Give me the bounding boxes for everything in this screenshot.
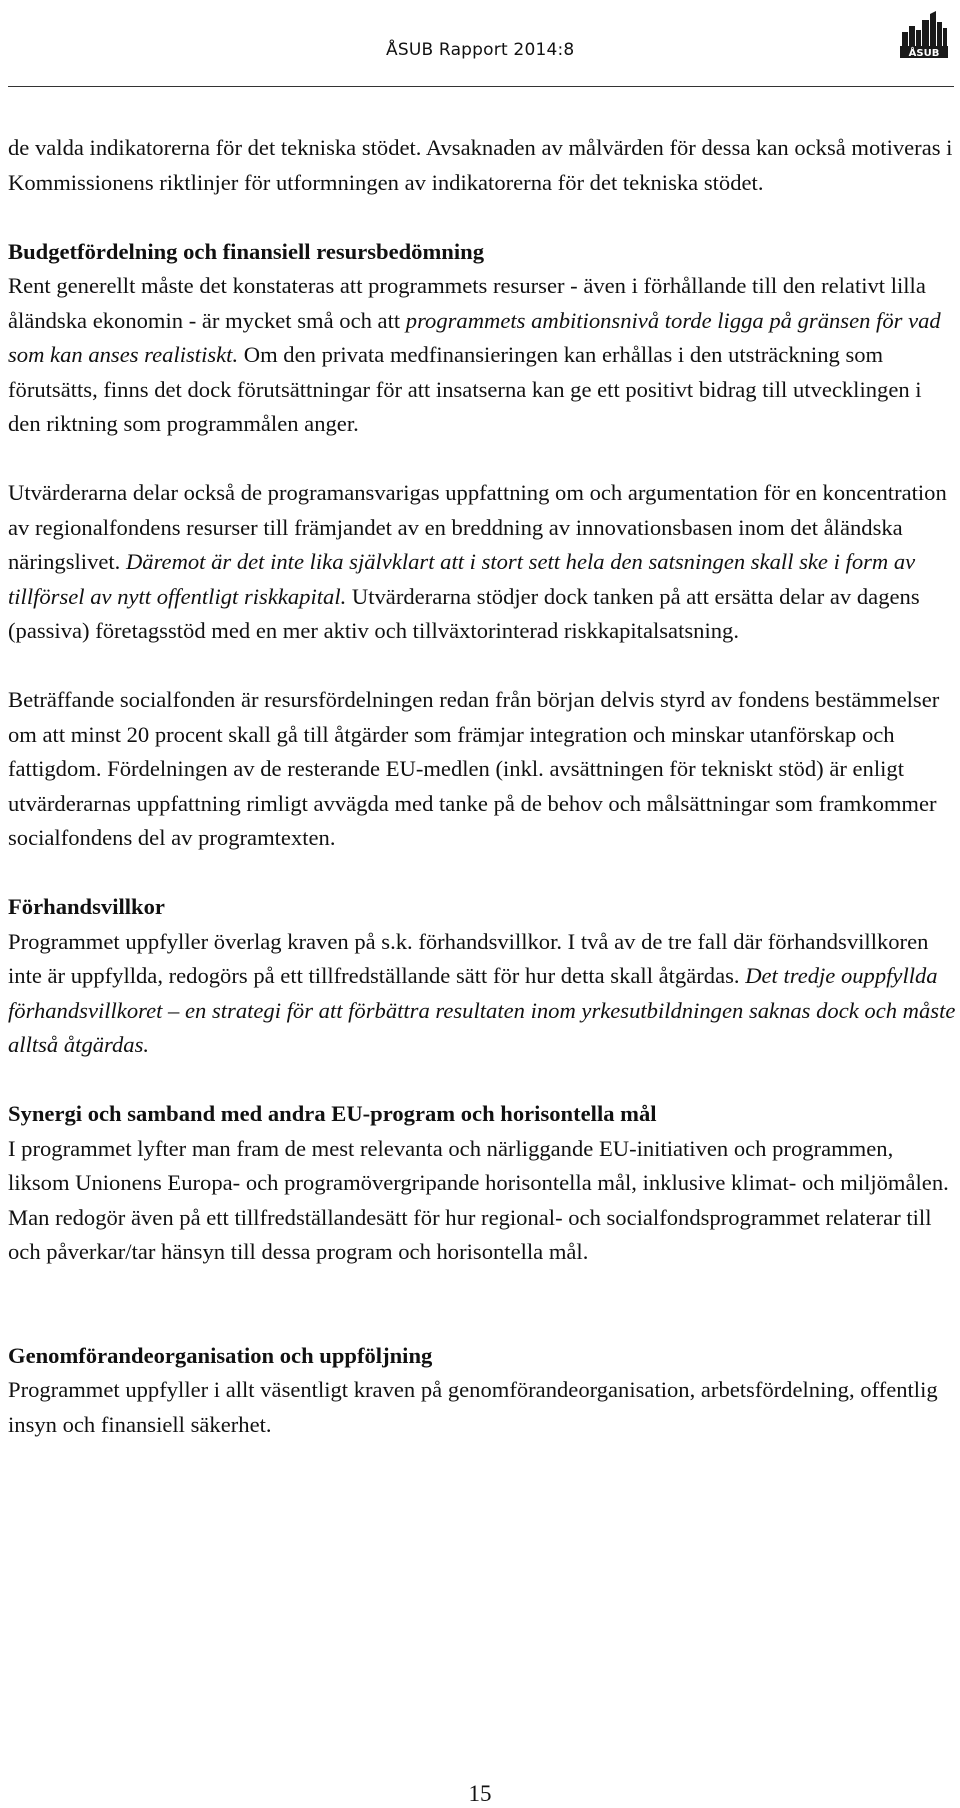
paragraph-forhandsvillkor bbox=[8, 925, 958, 1063]
document-body bbox=[8, 131, 958, 1442]
paragraph-forhandsvillkor-text-a: Programmet uppfyller överlag kraven på s.k. förhandsvillkor. I två av de tre fall där förhandsvillkoren inte är uppfyllda, redogörs på ett tillfredställande sätt för hur detta skall åtgärdas. bbox=[8, 928, 929, 988]
paragraph-synergi: I programmet lyfter man fram de mest relevanta och närliggande EU-initiativen och programmen, liksom Unionens Europa- och programövergripande horisontella mål, inklusive klimat- och miljömålen. Man redogör även på ett tillfredställandesätt för hur regional- och socialfondsprogrammet relaterar till och påverkar/tar hänsyn till dessa program och horisontella mål. bbox=[8, 1135, 949, 1264]
heading-genomforande: Genomförandeorganisation och uppföljning bbox=[8, 1342, 433, 1368]
paragraph-socialfonden: Beträffande socialfonden är resursfördelningen redan från början delvis styrd av fondens bestämmelser om att minst 20 procent skall gå till åtgärder som främjar integration och minskar utanförskap och fattigdom. Fördelningen av de resterande EU-medlen (inkl. avsättningen för tekniskt stöd) är enligt utvärderarnas uppfattning rimligt avvägda med tanke på de behov och målsättningar som framkommer socialfondens del av programtexten. bbox=[8, 687, 940, 850]
paragraph-utvarderarna-text-c: Utvärderarna stödjer dock tanken på att ersätta delar av dagens (passiva) företagsstöd med en mer aktiv och tillväxtorinterad riskkapitalsatsning. bbox=[8, 583, 920, 643]
paragraph-utvarderarna-italic: Däremot är det inte lika självklart att i stort sett hela den satsningen skall ske i form av tillförsel av nytt offentligt riskkapital. bbox=[8, 549, 916, 609]
heading-forhandsvillkor: Förhandsvillkor bbox=[8, 894, 165, 919]
paragraph-utvarderarna-text-a: Utvärderarna delar också de programansvarigas uppfattning om och argumentation för en koncentration av regionalfondens resurser till främjandet av en breddning av innovationsbasen inom det åländska näringslivet. bbox=[8, 480, 947, 574]
asub-logo bbox=[898, 10, 950, 58]
report-title: ÅSUB Rapport 2014:8 bbox=[386, 40, 575, 60]
paragraph-forhandsvillkor-italic: Det tredje ouppfyllda förhandsvillkoret – en strategi för att förbättra resultaten inom yrkesutbildningen saknas dock och måste alltså åtgärdas. bbox=[8, 963, 956, 1057]
logo-text: ÅSUB bbox=[908, 48, 940, 58]
page-number: 15 bbox=[468, 1781, 492, 1806]
paragraph-genomforande: Programmet uppfyller i allt väsentligt kraven på genomförandeorganisation, arbetsfördelning, offentlig insyn och finansiell säkerhet. bbox=[8, 1377, 938, 1437]
asub-logo-graphic bbox=[898, 10, 950, 58]
paragraph-budget-text-c: Om den privata medfinansieringen kan erhållas i den utsträckning som förutsätts, finns det dock förutsättningar för att insatserna kan ge ett positivt bidrag till utvecklingen i den riktning som programmålen anger. bbox=[8, 342, 922, 436]
paragraph-budget-italic: programmets ambitionsnivå torde ligga på gränsen för vad som kan anses realistiskt. bbox=[8, 307, 941, 367]
page-header bbox=[0, 0, 960, 90]
paragraph-intro-continuation: de valda indikatorerna för det tekniska stödet. Avsaknaden av målvärden för dessa kan också motiveras i Kommissionens riktlinjer för utformningen av indikatorerna för det tekniska stödet. bbox=[8, 135, 953, 195]
paragraph-budget bbox=[8, 269, 958, 442]
heading-synergi: Synergi och samband med andra EU-program och horisontella mål bbox=[8, 1101, 657, 1126]
paragraph-utvarderarna bbox=[8, 476, 958, 649]
paragraph-budget-text-a: Rent generellt måste det konstateras att programmets resurser - även i förhållande till den relativt lilla åländska ekonomin - är mycket små och att bbox=[8, 273, 926, 333]
heading-budgetfordelning: Budgetfördelning och finansiell resursbedömning bbox=[8, 238, 485, 264]
header-divider bbox=[8, 86, 954, 87]
